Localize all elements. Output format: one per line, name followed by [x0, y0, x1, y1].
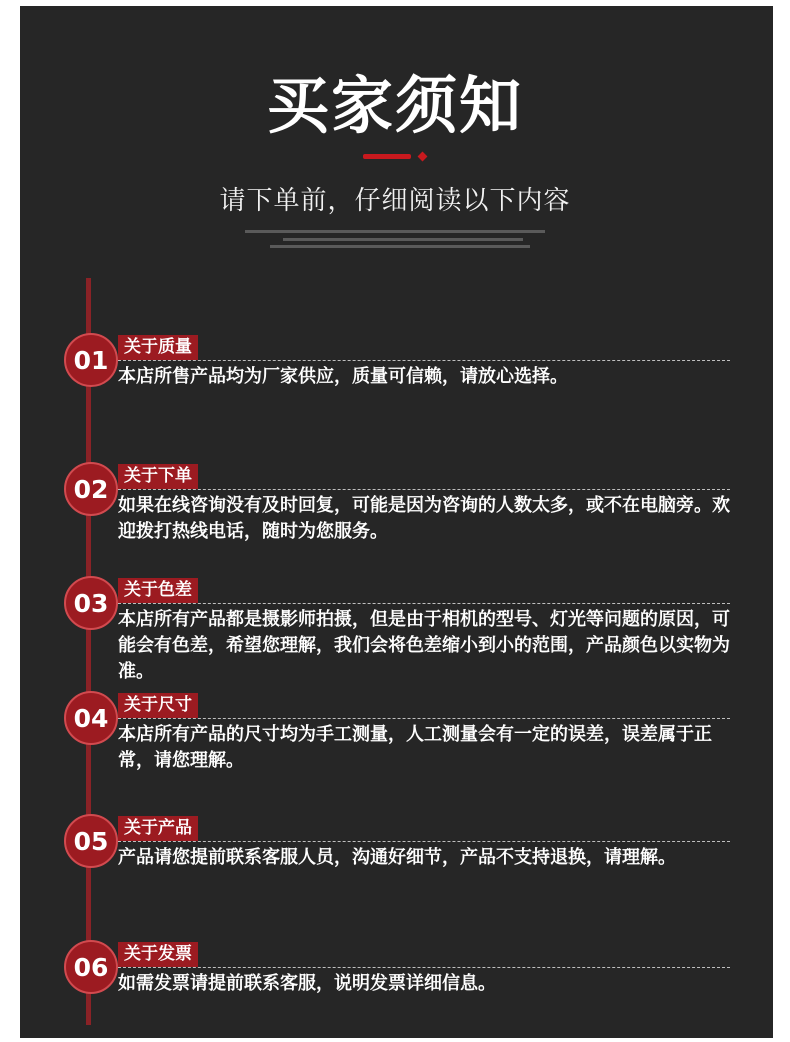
- item-number-badge: 06: [64, 940, 118, 994]
- item-body: 产品请您提前联系客服人员，沟通好细节，产品不支持退换，请理解。: [118, 847, 676, 868]
- divider: [118, 841, 730, 842]
- item-heading: 关于下单: [118, 464, 198, 489]
- item-heading: 关于发票: [118, 942, 198, 967]
- divider: [118, 489, 730, 490]
- item-body: 本店所有产品的尺寸均为手工测量，人工测量会有一定的误差，误差属于正常，请您理解。: [118, 724, 712, 771]
- divider: [118, 967, 730, 968]
- item-number-badge: 05: [64, 814, 118, 868]
- page-title: 买家须知: [266, 69, 523, 142]
- divider: [118, 718, 730, 719]
- item-number-badge: 01: [64, 333, 118, 387]
- divider: [118, 603, 730, 604]
- item-number-badge: 04: [64, 691, 118, 745]
- item-body: 本店所有产品都是摄影师拍摄，但是由于相机的型号、灯光等问题的原因，可能会有色差，希望您理解，我们会将色差缩小到小的范围，产品颜色以实物为准。: [118, 609, 730, 682]
- page-subtitle: 请下单前，仔细阅读以下内容: [219, 186, 571, 216]
- item-heading: 关于尺寸: [118, 693, 198, 718]
- fine-print-line: [283, 238, 523, 241]
- item-number-badge: 02: [64, 462, 118, 516]
- fine-print-line: [245, 230, 545, 233]
- item-heading: 关于产品: [118, 816, 198, 841]
- item-number-badge: 03: [64, 576, 118, 630]
- item-body: 如需发票请提前联系客服，说明发票详细信息。: [118, 973, 496, 994]
- divider: [118, 360, 730, 361]
- timeline-line: [86, 278, 91, 1025]
- item-heading: 关于质量: [118, 335, 198, 360]
- item-body: 本店所售产品均为厂家供应，质量可信赖，请放心选择。: [118, 366, 568, 387]
- fine-print-line: [270, 245, 530, 248]
- title-underline: [363, 154, 411, 159]
- item-heading: 关于色差: [118, 578, 198, 603]
- item-body: 如果在线咨询没有及时回复，可能是因为咨询的人数太多，或不在电脑旁。欢迎拨打热线电话，随时为您服务。: [118, 495, 730, 542]
